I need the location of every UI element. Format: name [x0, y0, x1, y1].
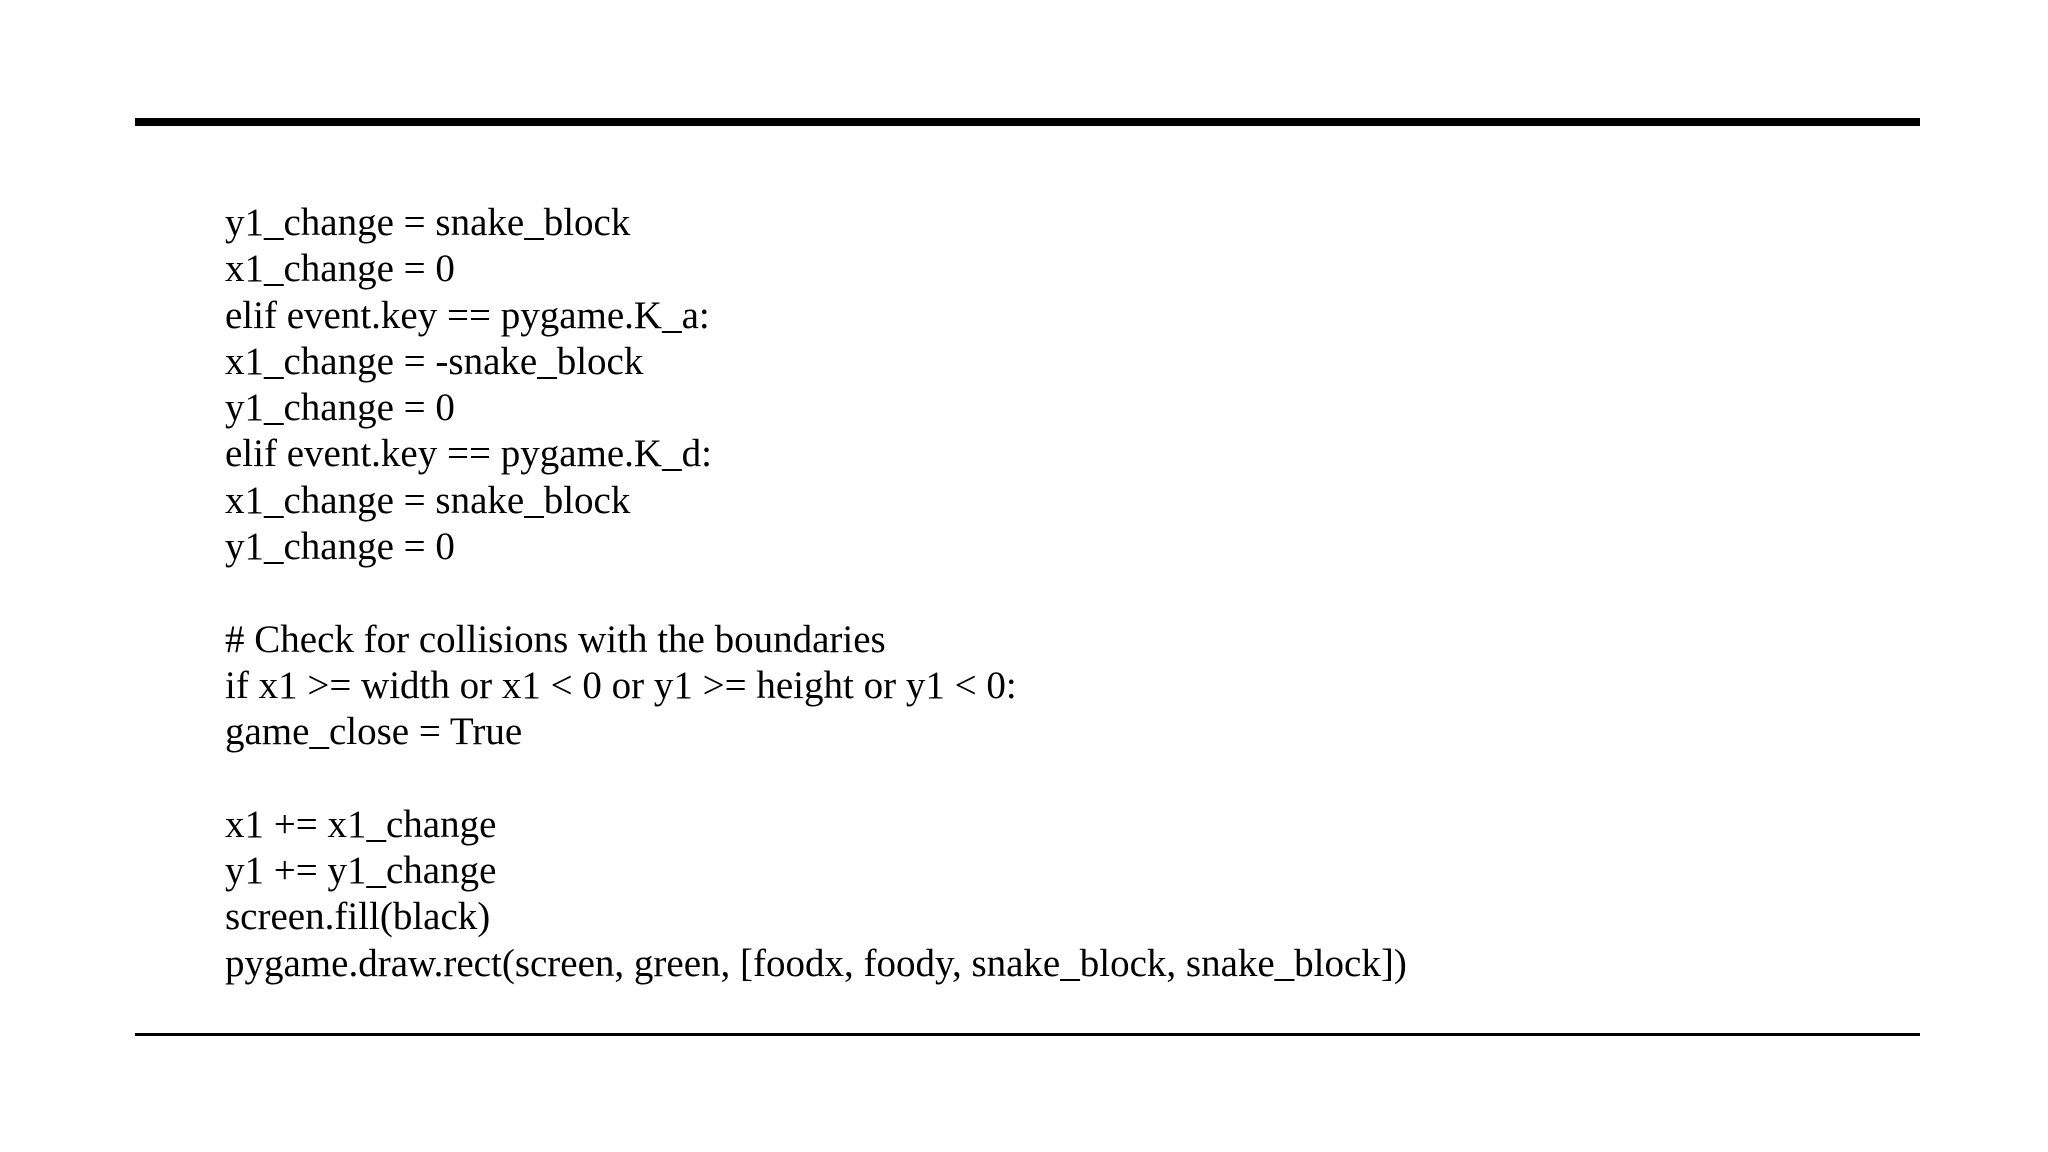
code-line: y1 += y1_change [225, 849, 497, 893]
code-block [225, 200, 1875, 987]
code-line: y1_change = 0 [225, 386, 455, 430]
code-line: pygame.draw.rect(screen, green, [foodx, foody, snake_block, snake_block]) [225, 941, 1407, 985]
code-line: elif event.key == pygame.K_d: [225, 432, 712, 476]
code-line: game_close = True [225, 710, 523, 754]
code-comment: # Check for collisions with the boundaries [225, 617, 886, 661]
blank-line [225, 756, 1875, 802]
code-line: x1_change = 0 [225, 247, 455, 291]
code-line: elif event.key == pygame.K_a: [225, 293, 710, 337]
code-line: screen.fill(black) [225, 895, 491, 939]
code-line: y1_change = snake_block [225, 201, 631, 244]
code-line: x1 += x1_change [225, 802, 497, 846]
code-line: x1_change = -snake_block [225, 339, 644, 383]
code-line: y1_change = 0 [225, 525, 455, 569]
code-line: if x1 >= width or x1 < 0 or y1 >= height or y1 < 0: [225, 663, 1017, 707]
top-rule [135, 118, 1920, 126]
code-line: x1_change = snake_block [225, 478, 631, 522]
blank-line [225, 570, 1875, 616]
bottom-rule [135, 1033, 1920, 1036]
